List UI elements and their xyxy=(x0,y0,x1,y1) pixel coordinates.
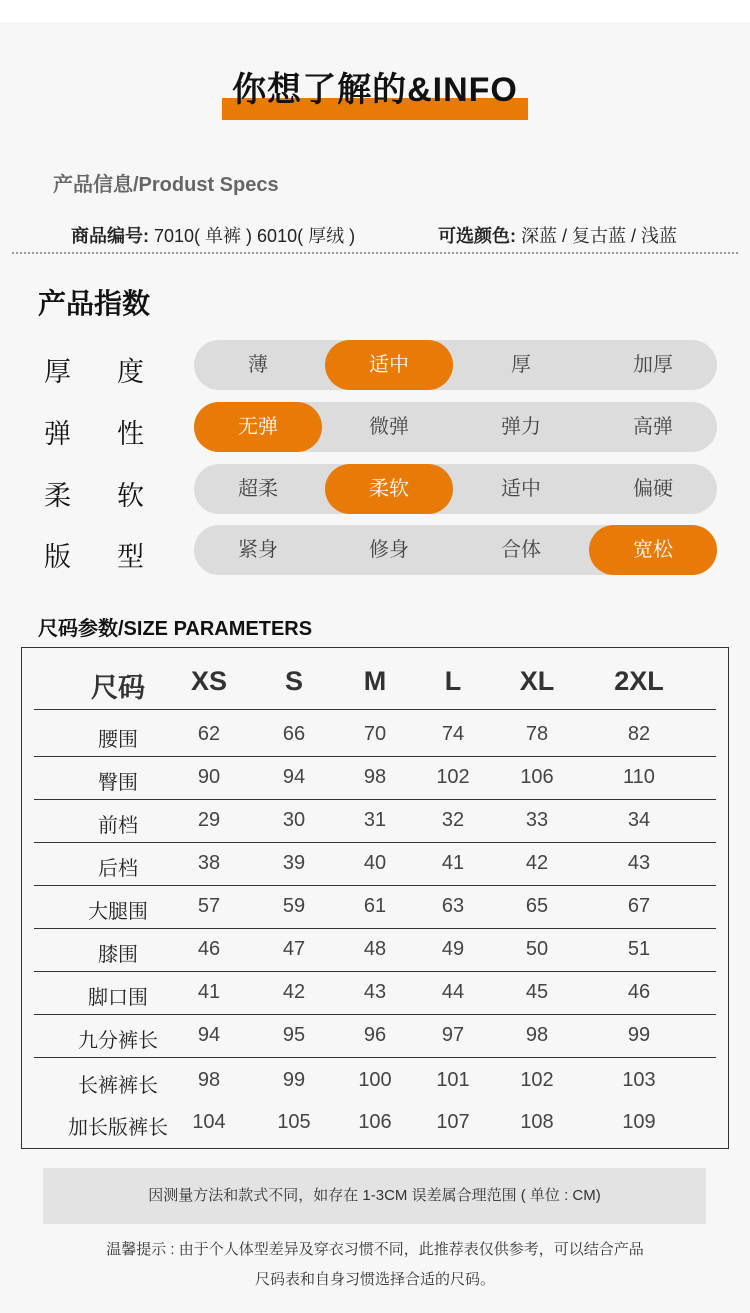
table-cell: 109 xyxy=(622,1111,656,1133)
table-cell: 41 xyxy=(197,981,221,1003)
index-row-label-char: 柔 xyxy=(44,481,71,511)
table-cell: 98 xyxy=(197,1069,221,1091)
table-cell: 105 xyxy=(277,1111,311,1133)
table-cell: 33 xyxy=(525,809,549,831)
table-divider xyxy=(34,709,716,710)
index-row-label xyxy=(44,474,144,513)
index-row-label-char: 软 xyxy=(117,481,144,511)
index-row xyxy=(0,464,750,514)
table-cell: 48 xyxy=(363,938,387,960)
size-header-label: 尺码 xyxy=(91,673,145,703)
table-cell: 66 xyxy=(282,723,306,745)
table-cell: 98 xyxy=(363,766,387,788)
table-cell: 34 xyxy=(627,809,651,831)
table-cell: 43 xyxy=(627,852,651,874)
index-option: 弹力 xyxy=(501,416,541,438)
table-cell: 59 xyxy=(282,895,306,917)
table-cell: 32 xyxy=(441,809,465,831)
table-cell: 42 xyxy=(525,852,549,874)
table-cell: 46 xyxy=(197,938,221,960)
index-option-selected: 宽松 xyxy=(589,525,717,575)
product-colors xyxy=(438,222,677,248)
table-row-name: 腰围 xyxy=(98,729,138,751)
table-row-name: 长裤裤长 xyxy=(78,1075,158,1097)
table-cell: 39 xyxy=(282,852,306,874)
table-cell: 29 xyxy=(197,809,221,831)
table-row-name: 脚口围 xyxy=(88,987,148,1009)
table-cell: 50 xyxy=(525,938,549,960)
table-row-name: 前档 xyxy=(98,815,138,837)
table-row xyxy=(22,1059,728,1102)
table-cell: 61 xyxy=(363,895,387,917)
page-title: 你想了解的&INFO xyxy=(232,71,518,109)
table-row-name: 臀围 xyxy=(98,772,138,794)
size-header-cell: XS xyxy=(190,666,228,696)
table-cell: 103 xyxy=(622,1069,656,1091)
dotted-divider xyxy=(12,252,738,254)
size-header-cell: L xyxy=(444,666,462,696)
table-row xyxy=(22,713,728,756)
tip-line-2: 尺码表和自身习惯选择合适的尺码。 xyxy=(254,1271,495,1288)
table-cell: 78 xyxy=(525,723,549,745)
table-cell: 31 xyxy=(363,809,387,831)
index-option: 超柔 xyxy=(238,478,278,500)
table-divider xyxy=(34,1057,716,1058)
index-row xyxy=(0,525,750,575)
index-track xyxy=(194,340,717,390)
index-row xyxy=(0,340,750,390)
table-cell: 108 xyxy=(520,1111,554,1133)
index-option: 加厚 xyxy=(633,354,673,376)
table-cell: 51 xyxy=(627,938,651,960)
table-cell: 94 xyxy=(282,766,306,788)
index-row-label xyxy=(44,535,144,574)
index-row-label-char: 弹 xyxy=(44,419,71,449)
table-cell: 57 xyxy=(197,895,221,917)
table-cell: 70 xyxy=(363,723,387,745)
table-cell: 40 xyxy=(363,852,387,874)
index-row-label-char: 度 xyxy=(117,357,144,387)
product-colors-label: 可选颜色: xyxy=(438,226,516,246)
product-code-label: 商品编号: xyxy=(71,226,149,246)
size-table xyxy=(21,647,729,1149)
table-cell: 62 xyxy=(197,723,221,745)
table-cell: 46 xyxy=(627,981,651,1003)
table-cell: 107 xyxy=(436,1111,470,1133)
table-row xyxy=(22,1014,728,1057)
specs-label: 产品信息/Produst Specs xyxy=(53,174,279,196)
index-row-label xyxy=(44,412,144,451)
table-cell: 99 xyxy=(282,1069,306,1091)
table-cell: 106 xyxy=(520,766,554,788)
table-cell: 102 xyxy=(436,766,470,788)
table-row xyxy=(22,971,728,1014)
index-track xyxy=(194,464,717,514)
index-row-label-char: 性 xyxy=(117,419,144,449)
index-row-label xyxy=(44,350,144,389)
index-option: 偏硬 xyxy=(633,478,673,500)
product-code xyxy=(71,222,355,248)
index-option: 合体 xyxy=(501,539,541,561)
table-cell: 42 xyxy=(282,981,306,1003)
index-row-label-char: 厚 xyxy=(44,357,71,387)
index-option-selected: 适中 xyxy=(325,340,453,390)
index-track xyxy=(194,402,717,452)
table-cell: 45 xyxy=(525,981,549,1003)
table-cell: 38 xyxy=(197,852,221,874)
table-cell: 47 xyxy=(282,938,306,960)
table-cell: 44 xyxy=(441,981,465,1003)
table-row-name: 九分裤长 xyxy=(78,1030,158,1052)
table-cell: 67 xyxy=(627,895,651,917)
table-row xyxy=(22,1101,728,1144)
table-row-name: 大腿围 xyxy=(88,901,148,923)
product-colors-value: 深蓝 / 复古蓝 / 浅蓝 xyxy=(521,226,678,246)
table-cell: 106 xyxy=(358,1111,392,1133)
table-cell: 95 xyxy=(282,1024,306,1046)
table-cell: 101 xyxy=(436,1069,470,1091)
table-cell: 110 xyxy=(623,766,655,788)
index-option: 修身 xyxy=(369,539,409,561)
index-option-selected: 无弹 xyxy=(194,402,322,452)
table-cell: 49 xyxy=(441,938,465,960)
size-header-cell: 2XL xyxy=(614,666,664,696)
table-row xyxy=(22,885,728,928)
table-cell: 100 xyxy=(358,1069,392,1091)
table-cell: 30 xyxy=(282,809,306,831)
index-track xyxy=(194,525,717,575)
table-cell: 98 xyxy=(525,1024,549,1046)
table-cell: 41 xyxy=(441,852,465,874)
index-row-label-char: 型 xyxy=(117,542,144,572)
size-header-cell: XL xyxy=(519,666,555,696)
measure-note: 因测量方法和款式不同，如存在 1-3CM 误差属合理范围 ( 单位 : CM) xyxy=(43,1168,706,1224)
table-cell: 102 xyxy=(520,1069,554,1091)
size-title: 尺码参数/SIZE PARAMETERS xyxy=(38,618,313,640)
table-cell: 65 xyxy=(525,895,549,917)
index-option: 微弹 xyxy=(369,416,409,438)
table-cell: 96 xyxy=(363,1024,387,1046)
index-option: 高弹 xyxy=(633,416,673,438)
size-header-cell: S xyxy=(284,666,303,696)
index-title: 产品指数 xyxy=(38,288,151,319)
table-row-name: 膝围 xyxy=(98,944,138,966)
table-cell: 90 xyxy=(197,766,221,788)
table-row xyxy=(22,842,728,885)
product-code-value: 7010( 单裤 ) 6010( 厚绒 ) xyxy=(154,226,356,246)
table-row xyxy=(22,799,728,842)
table-row-name: 后档 xyxy=(98,858,138,880)
table-cell: 43 xyxy=(363,981,387,1003)
info-header xyxy=(0,62,750,132)
table-cell: 99 xyxy=(627,1024,651,1046)
table-row xyxy=(22,928,728,971)
table-row-name: 加长版裤长 xyxy=(68,1117,168,1139)
table-cell: 63 xyxy=(441,895,465,917)
index-option: 厚 xyxy=(511,354,531,376)
table-row xyxy=(22,756,728,799)
table-cell: 82 xyxy=(627,723,651,745)
index-row xyxy=(0,402,750,452)
index-option: 适中 xyxy=(501,478,541,500)
index-option: 紧身 xyxy=(238,539,278,561)
index-row-label-char: 版 xyxy=(44,542,71,572)
index-option-selected: 柔软 xyxy=(325,464,453,514)
table-cell: 74 xyxy=(441,723,465,745)
table-cell: 104 xyxy=(192,1111,226,1133)
table-cell: 94 xyxy=(197,1024,221,1046)
size-table-header xyxy=(22,648,728,710)
tip-line-1: 温馨提示 : 由于个人体型差异及穿衣习惯不同，此推荐表仅供参考，可以结合产品 xyxy=(106,1241,644,1258)
index-option: 薄 xyxy=(248,354,268,376)
size-header-cell: M xyxy=(363,666,387,696)
table-cell: 97 xyxy=(441,1024,465,1046)
